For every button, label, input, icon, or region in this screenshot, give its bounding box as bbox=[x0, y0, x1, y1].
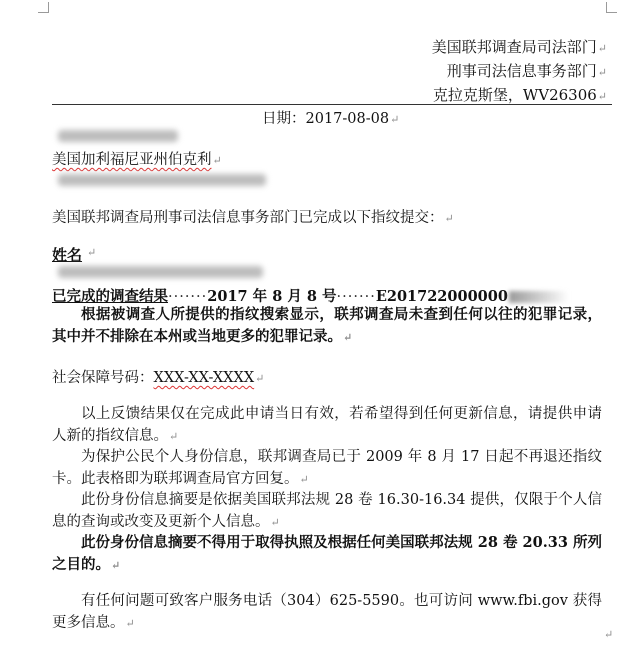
paragraph-regulation: 此份身份信息摘要是依据美国联邦法规 28 卷 16.30-16.34 提供，仅限于个人信息的查询或改变及更新个人信息。↵ bbox=[52, 492, 602, 530]
intro-line: 美国联邦调查局刑事司法信息事务部门已完成以下指纹提交：↵ bbox=[52, 210, 454, 226]
header-rule bbox=[52, 104, 612, 105]
redacted-recipient-name bbox=[58, 130, 178, 142]
redacted-name bbox=[58, 266, 263, 278]
ssn-line: 社会保障号码：XXX-XX-XXXX↵ bbox=[52, 370, 265, 386]
letterhead-org: 美国联邦调查局司法部门↵ bbox=[431, 38, 607, 56]
letterhead-location: 克拉克斯堡，WV26306↵ bbox=[432, 86, 607, 104]
letterhead bbox=[432, 36, 607, 108]
margin-corner-top-left bbox=[38, 2, 49, 13]
paragraph-contact: 有任何问题可致客户服务电话（304）625-5590。也可访问 www.fbi.gov 获得更多信息。↵ bbox=[52, 593, 602, 631]
recipient-city: 美国加利福尼亚州伯克利↵ bbox=[52, 152, 222, 168]
name-label-mark: ↵ bbox=[87, 246, 97, 259]
letterhead-division: 刑事司法信息事务部门↵ bbox=[446, 62, 607, 80]
redacted-recipient-address bbox=[58, 174, 266, 186]
name-label: 姓名 bbox=[52, 246, 83, 264]
end-paragraph-mark: ↵ bbox=[604, 628, 614, 641]
date-line: 日期：2017-08-08↵ bbox=[262, 111, 400, 127]
result-line: 已完成的调查结果·······2017 年 8 月 8 号·······E201722000000 bbox=[52, 285, 569, 306]
paragraph-fingerprint-card: 为保护公民个人身份信息，联邦调查局已于 2009 年 8 月 17 日起不再退还指纹卡。此表格即为联邦调查局官方回复。↵ bbox=[52, 449, 602, 487]
margin-corner-top-right bbox=[606, 2, 617, 13]
paragraph-validity: 以上反馈结果仅在完成此申请当日有效，若希望得到任何更新信息，请提供申请人新的指纹信息。↵ bbox=[52, 406, 602, 444]
redacted-code-tail bbox=[509, 291, 569, 303]
result-statement: 根据被调查人所提供的指纹搜索显示，联邦调查局未查到任何以往的犯罪记录，其中并不排除在本州或当地更多的犯罪记录。↵ bbox=[52, 306, 602, 345]
paragraph-restriction: 此份身份信息摘要不得用于取得执照及根据任何美国联邦法规 28 卷 20.33 所列之目的。↵ bbox=[52, 534, 602, 573]
